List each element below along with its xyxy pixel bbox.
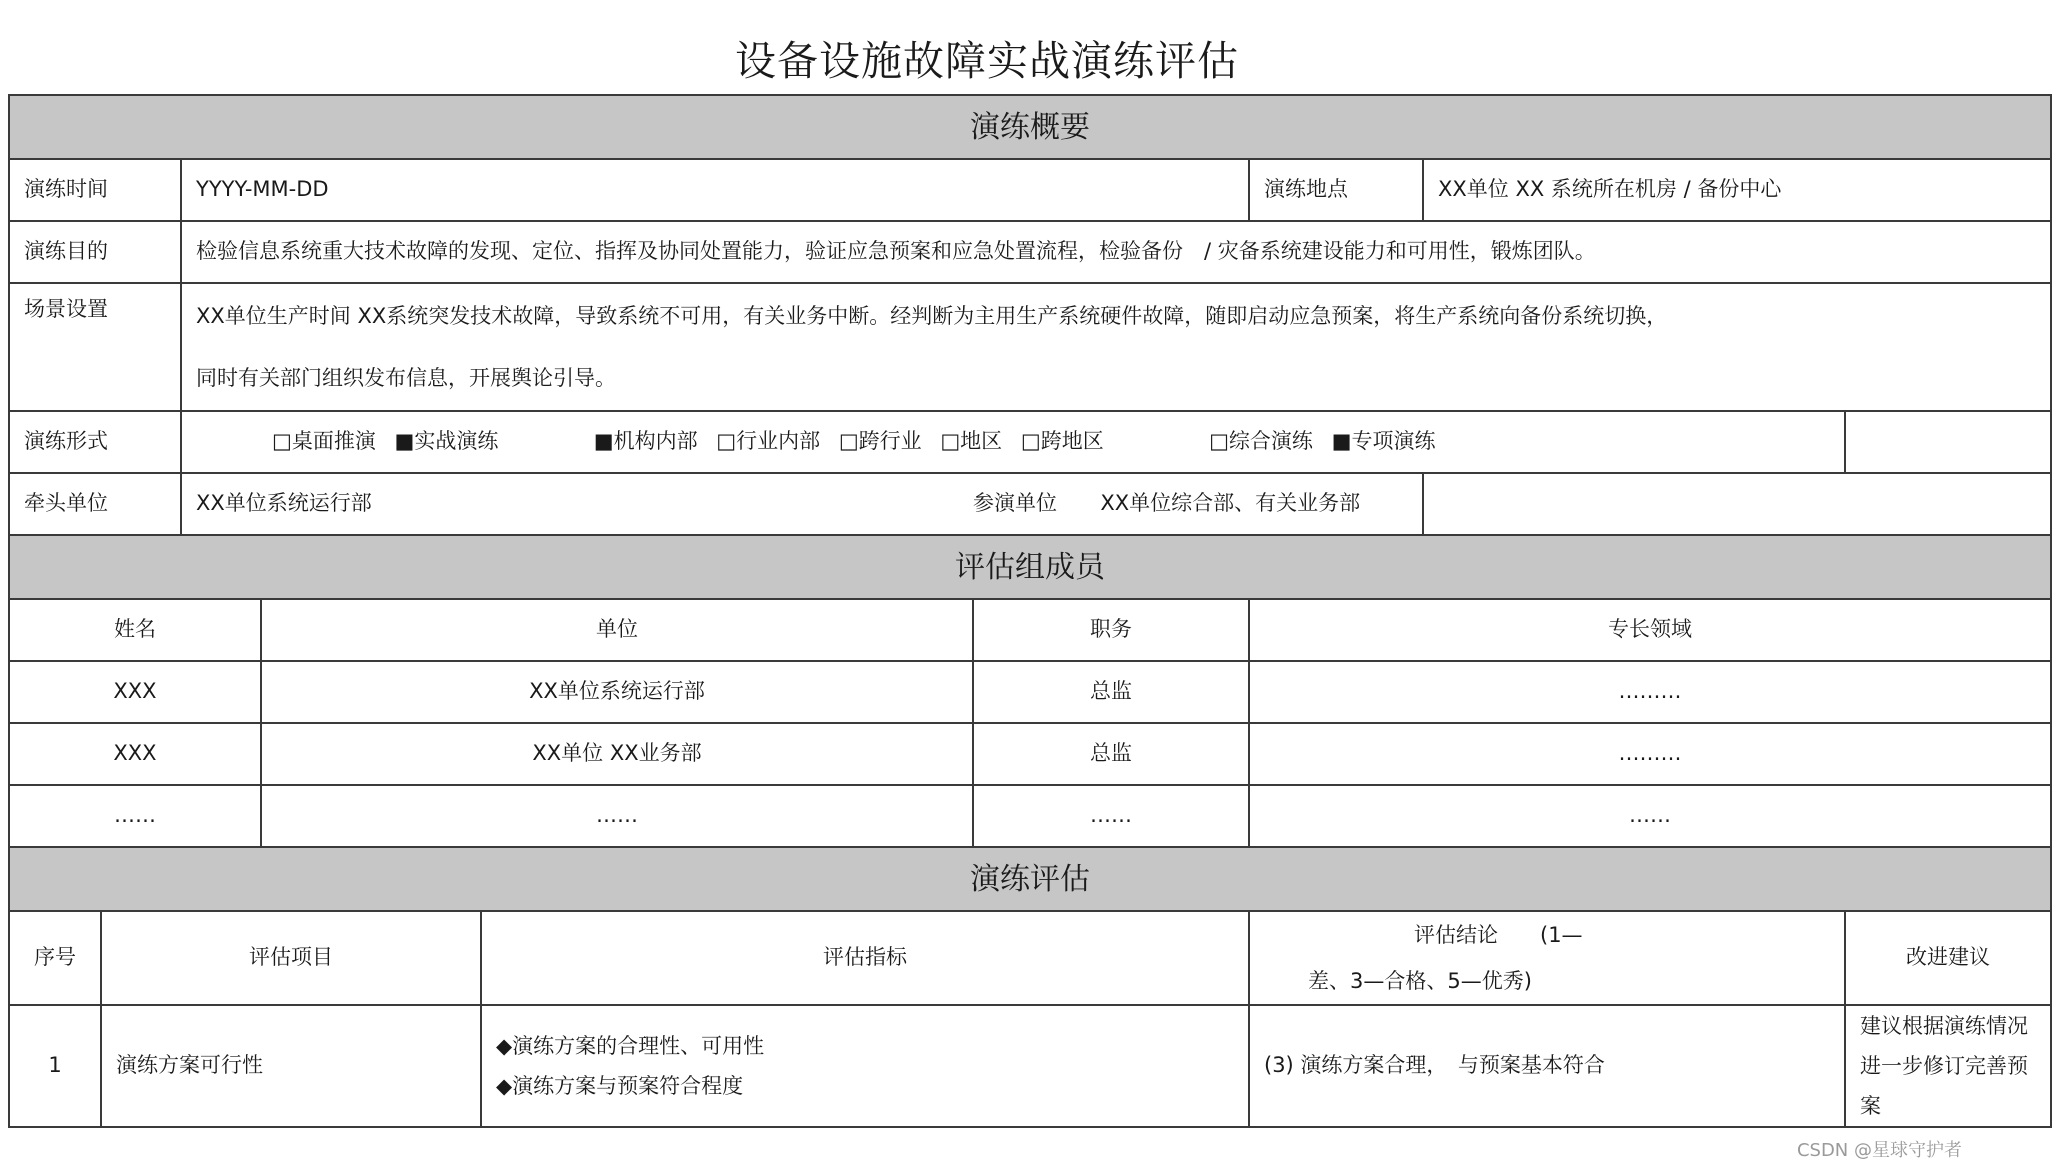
member-unit: …… (261, 785, 973, 847)
drill-time-value: YYYY-MM-DD (181, 159, 1249, 221)
option-comprehensive: □综合演练 (1209, 429, 1313, 454)
lead-unit-label: 牵头单位 (9, 473, 181, 535)
section-overview: 演练概要 (9, 95, 2051, 159)
drill-form-label: 演练形式 (9, 411, 181, 473)
section-members: 评估组成员 (9, 535, 2051, 599)
drill-time-label: 演练时间 (9, 159, 181, 221)
table-row (9, 1005, 2051, 1127)
drill-purpose-label: 演练目的 (9, 221, 181, 283)
participant-blank (1423, 473, 2051, 535)
document-title: 设备设施故障实战演练评估 (735, 37, 1239, 85)
eval-item: 演练方案可行性 (101, 1005, 481, 1127)
option-tabletop: □桌面推演 (272, 429, 376, 454)
member-position: 总监 (973, 661, 1249, 723)
option-live-drill: ■实战演练 (394, 429, 499, 454)
eval-conclusion: (3) 演练方案合理， 与预案基本符合 (1249, 1005, 1845, 1127)
eval-header-suggestion: 改进建议 (1845, 911, 2051, 1005)
drill-purpose-value: 检验信息系统重大技术故障的发现、定位、指挥及协同处置能力，验证应急预案和应急处置流程，检验备份 / 灾备系统建设能力和可用性，锻炼团队。 (181, 221, 2051, 283)
eval-header-item: 评估项目 (101, 911, 481, 1005)
option-industry: □行业内部 (716, 429, 821, 454)
table-row (9, 661, 2051, 723)
members-header-name: 姓名 (9, 599, 261, 661)
option-internal: ■机构内部 (593, 429, 698, 454)
member-unit: XX单位系统运行部 (261, 661, 973, 723)
participant-unit-value: XX单位综合部、有关业务部 (1100, 491, 1361, 516)
eval-indicator-2: ◆演练方案与预案符合程度 (496, 1074, 744, 1098)
scenario-label: 场景设置 (9, 283, 181, 411)
watermark: CSDN @星球守护者 (1796, 1140, 1962, 1161)
eval-indicator-1: ◆演练方案的合理性、可用性 (496, 1034, 765, 1058)
scenario-value (181, 283, 2051, 411)
option-cross-region: □跨地区 (1020, 429, 1104, 454)
table-row (9, 785, 2051, 847)
member-name: XXX (9, 661, 261, 723)
section-evaluation: 演练评估 (9, 847, 2051, 911)
scenario-line-2: 同时有关部门组织发布信息，开展舆论引导。 (196, 366, 616, 390)
member-position: 总监 (973, 723, 1249, 785)
member-position: …… (973, 785, 1249, 847)
scenario-line-1: XX单位生产时间 XX系统突发技术故障，导致系统不可用，有关业务中断。经判断为主用生产系统硬件故障，随即启动应急预案，将生产系统向备份系统切换， (196, 304, 1668, 328)
member-unit: XX单位 XX业务部 (261, 723, 973, 785)
drill-form-options (181, 411, 1845, 473)
evaluation-form (8, 94, 2052, 1128)
eval-header-conclusion-line2: 差、3—合格、5—优秀) (1308, 969, 1532, 993)
member-name: …… (9, 785, 261, 847)
option-region: □地区 (940, 429, 1003, 454)
members-header-expertise: 专长领域 (1249, 599, 2051, 661)
participant-unit (973, 473, 1423, 535)
eval-indicators (481, 1005, 1249, 1127)
participant-unit-label: 参演单位 (973, 491, 1057, 516)
eval-header-index: 序号 (9, 911, 101, 1005)
lead-unit-value: XX单位系统运行部 (181, 473, 973, 535)
eval-header-conclusion (1249, 911, 1845, 1005)
eval-header-conclusion-line1: 评估结论 (1— (1414, 923, 1583, 947)
members-header-unit: 单位 (261, 599, 973, 661)
option-cross-industry: □跨行业 (838, 429, 922, 454)
member-name: XXX (9, 723, 261, 785)
eval-header-indicator: 评估指标 (481, 911, 1249, 1005)
member-expertise: ……… (1249, 661, 2051, 723)
drill-place-label: 演练地点 (1249, 159, 1423, 221)
eval-suggestion: 建议根据演练情况进一步修订完善预案 (1845, 1005, 2051, 1127)
drill-place-value: XX单位 XX 系统所在机房 / 备份中心 (1423, 159, 2051, 221)
drill-form-blank (1845, 411, 2051, 473)
member-expertise: ……… (1249, 723, 2051, 785)
members-header-position: 职务 (973, 599, 1249, 661)
table-row (9, 723, 2051, 785)
member-expertise: …… (1249, 785, 2051, 847)
eval-index: 1 (9, 1005, 101, 1127)
option-special: ■专项演练 (1331, 429, 1436, 454)
